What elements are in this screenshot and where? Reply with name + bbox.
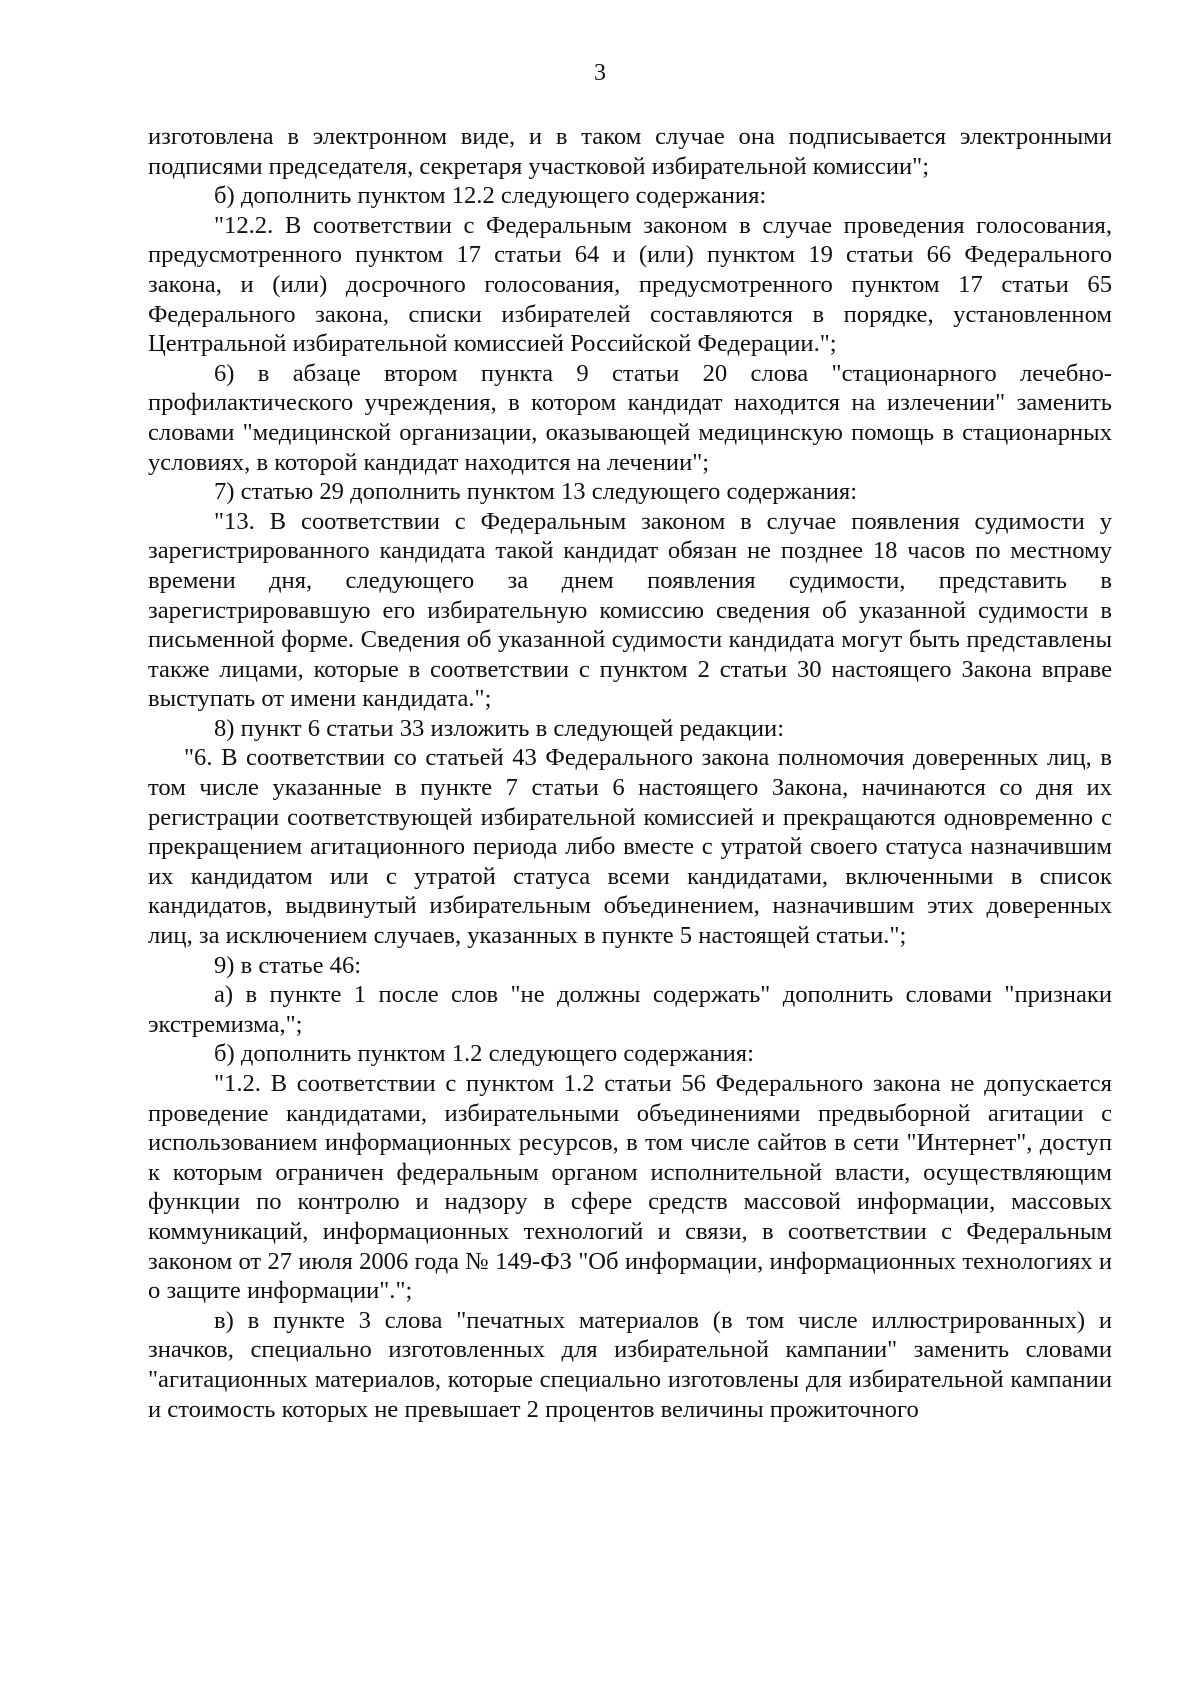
- page-number: 3: [594, 60, 606, 86]
- paragraph: 7) статью 29 дополнить пунктом 13 следующего содержания:: [214, 478, 858, 506]
- paragraph: б) дополнить пунктом 12.2 следующего содержания:: [214, 182, 767, 210]
- paragraph: 9) в статье 46:: [214, 951, 362, 979]
- paragraph: "6. В соответствии со статьей 43 Федерального закона полномочия доверенных лиц, в том числе указанные в пункте 7 статьи 6 настоящего Закона, начинаются со дня их регистрации соответствующей избирательной комиссией и прекращаются одновременно с прекращением агитационного периода либо вместе с утратой своего статуса назначившим их кандидатом или с утратой статуса всеми кандидатами, включенными в список кандидатов, выдвинутый избирательным объединением, назначившим этих доверенных лиц, за исключением случаев, указанных в пункте 5 настоящей статьи.";: [148, 744, 1112, 950]
- paragraph: "13. В соответствии с Федеральным законом в случае появления судимости у зарегистрированного кандидата такой кандидат обязан не позднее 18 часов по местному времени дня, следующего за днем появления судимости, представить в зарегистрировавшую его избирательную комиссию сведения об указанной судимости в письменной форме. Сведения об указанной судимости кандидата могут быть представлены также лицами, которые в соответствии с пунктом 2 статьи 30 настоящего Закона вправе выступать от имени кандидата.";: [148, 507, 1112, 713]
- paragraph: "1.2. В соответствии с пунктом 1.2 статьи 56 Федерального закона не допускается проведение кандидатами, избирательными объединениями предвыборной агитации с использованием информационных ресурсов, в том числе сайтов в сети "Интернет", доступ к которым ограничен федеральным органом исполнительной власти, осуществляющим функции по контролю и надзору в сфере средств массовой информации, массовых коммуникаций, информационных технологий и связи, в соответствии с Федеральным законом от 27 июля 2006 года № 149-ФЗ "Об информации, информационных технологиях и о защите информации".";: [148, 1070, 1112, 1305]
- paragraph: б) дополнить пунктом 1.2 следующего содержания:: [214, 1040, 754, 1068]
- paragraph: "12.2. В соответствии с Федеральным законом в случае проведения голосования, предусмотренного пунктом 17 статьи 64 и (или) пунктом 19 статьи 66 Федерального закона, и (или) досрочного голосования, предусмотренного пунктом 17 статьи 65 Федерального закона, списки избирателей составляются в порядке, установленном Центральной избирательной комиссией Российской Федерации.";: [148, 211, 1112, 358]
- paragraph: а) в пункте 1 после слов "не должны содержать" дополнить словами "признаки экстремизма,";: [148, 981, 1112, 1038]
- paragraph: 8) пункт 6 статьи 33 изложить в следующей редакции:: [214, 714, 785, 742]
- document-body: [148, 122, 1112, 1424]
- paragraph: в) в пункте 3 слова "печатных материалов (в том числе иллюстрированных) и значков, специально изготовленных для избирательной кампании" заменить словами "агитационных материалов, которые специально изготовлены для избирательной кампании и стоимость которых не превышает 2 процентов величины прожиточного: [148, 1306, 1112, 1423]
- paragraph: изготовлена в электронном виде, и в таком случае она подписывается электронными подписями председателя, секретаря участковой избирательной комиссии";: [148, 123, 1112, 180]
- paragraph: 6) в абзаце втором пункта 9 статьи 20 слова "стационарного лечебно-профилактического учреждения, в котором кандидат находится на излечении" заменить словами "медицинской организации, оказывающей медицинскую помощь в стационарных условиях, в которой кандидат находится на лечении";: [148, 359, 1112, 476]
